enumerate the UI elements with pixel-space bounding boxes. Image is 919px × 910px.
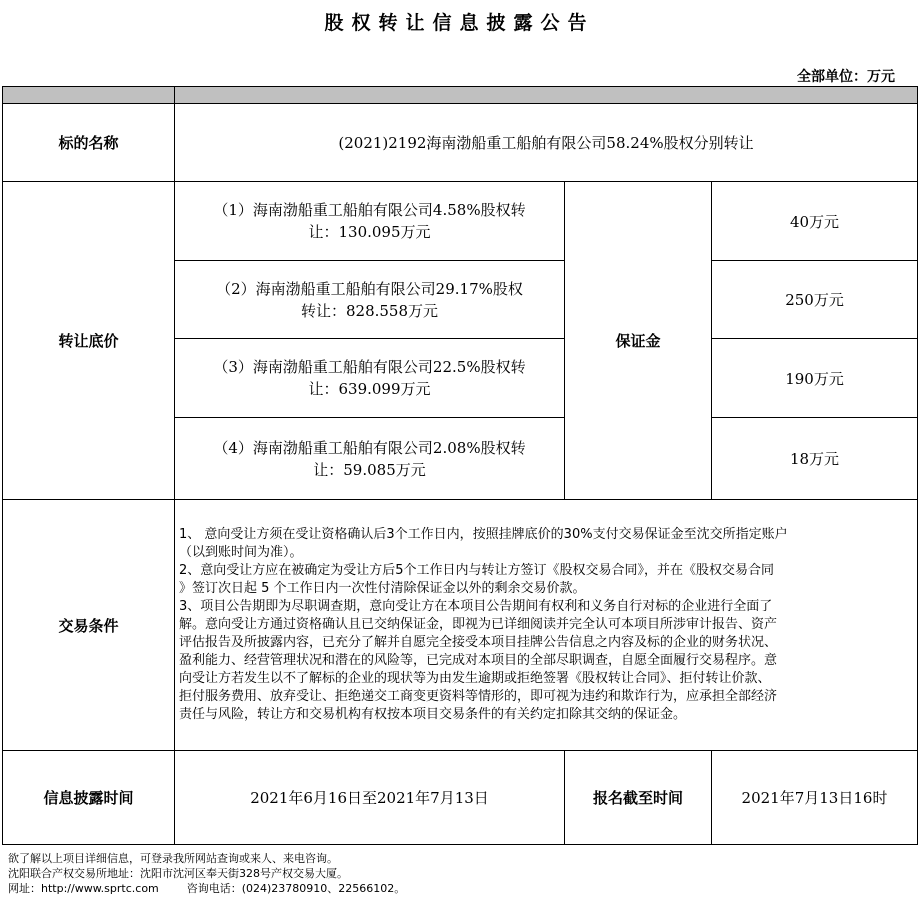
price-item-text: 让：59.085万元 [313, 460, 426, 479]
table-header-row [3, 87, 918, 104]
footer-line: 欲了解以上项目详细信息，可登录我所网站查询或来人、来电咨询。 [8, 852, 338, 865]
footer [8, 851, 405, 896]
footer-line: 沈阳联合产权交易所地址：沈阳市沈河区奉天街328号产权交易大厦。 [8, 867, 348, 880]
price-item-3 [175, 339, 565, 418]
conditions-text [175, 500, 918, 751]
price-item-text: 让：639.099万元 [308, 380, 431, 398]
subject-row [3, 104, 918, 182]
price-item-text: 让：130.095万元 [308, 223, 431, 241]
condition-line: 》签订次日起 5 个工作日内一次性付清除保证金以外的剩余交易价款。 [179, 581, 586, 596]
condition-line: 向受让方若发生以不了解标的企业的现状等为由发生逾期或拒绝签署《股权转让合同》、拒付转让价款、 [179, 671, 771, 686]
condition-line: 解。意向受让方通过资格确认且已交纳保证金，即视为已详细阅读并完全认可本项目所涉审计报告、资产 [179, 617, 778, 632]
condition-line: 3、项目公告期即为尽职调查期，意向受让方在本项目公告期间有权利和义务自行对标的企业进行全面了 [179, 599, 773, 614]
conditions-row [3, 500, 918, 751]
price-item-text: （1）海南渤船重工船舶有限公司4.58%股权转 [213, 201, 526, 219]
price-item-2 [175, 261, 565, 339]
condition-line: 2、意向受让方应在被确定为受让方后5个工作日内与转让方签订《股权交易合同》，并在《股权交易合同 [179, 563, 775, 578]
deadline-label: 报名截至时间 [565, 751, 712, 845]
page-title: 股权转让信息披露公告 [324, 12, 595, 34]
price-item-4 [175, 418, 565, 500]
condition-line: 评估报告及所披露内容，已充分了解并自愿完全接受本项目挂牌公告信息之内容及标的企业的财务状况、 [179, 635, 778, 650]
deadline-value: 2021年7月13日16时 [712, 751, 918, 845]
condition-line: 盈利能力、经营管理状况和潜在的风险等，已完成对本项目的全部尽职调查，自愿全面履行交易程序。意 [179, 653, 778, 668]
deposit-value-1: 40万元 [712, 182, 918, 261]
subject-value: (2021)2192海南渤船重工船舶有限公司58.24%股权分别转让 [175, 104, 918, 182]
deposit-value-3: 190万元 [712, 339, 918, 418]
disclosure-time-value: 2021年6月16日至2021年7月13日 [175, 751, 565, 845]
condition-line: 责任与风险，转让方和交易机构有权按本项目交易条件的有关约定扣除其交纳的保证金。 [179, 707, 687, 722]
deposit-value-4: 18万元 [712, 418, 918, 500]
header-cell [175, 87, 918, 104]
disclosure-table [2, 86, 918, 845]
condition-line: 1、 意向受让方须在受让资格确认后3个工作日内，按照挂牌底价的30%支付交易保证金至沈交所指定账户 [179, 527, 788, 542]
disclosure-row [3, 751, 918, 845]
condition-line: （以到账时间为准）。 [179, 545, 303, 560]
price-item-text: （4）海南渤船重工船舶有限公司2.08%股权转 [213, 438, 526, 457]
subject-label: 标的名称 [3, 104, 175, 182]
price-item-text: （3）海南渤船重工船舶有限公司22.5%股权转 [213, 358, 526, 376]
price-item-text: 转让：828.558万元 [300, 301, 439, 320]
price-item-text: （2）海南渤船重工船舶有限公司29.17%股权 [216, 279, 523, 298]
deposit-label: 保证金 [565, 182, 712, 500]
price-row [3, 182, 918, 261]
condition-line: 拒付服务费用、放弃受让、拒绝递交工商变更资料等情形的，即可视为违约和欺诈行为，应承担全部经济 [179, 689, 778, 704]
conditions-label: 交易条件 [3, 500, 175, 751]
unit-label: 全部单位：万元 [797, 69, 895, 85]
footer-line: 网址：http://www.sprtc.com 咨询电话：(024)23780910、22566102。 [8, 882, 406, 895]
price-item-1 [175, 182, 565, 261]
base-price-label: 转让底价 [3, 182, 175, 500]
disclosure-time-label: 信息披露时间 [3, 751, 175, 845]
deposit-value-2: 250万元 [712, 261, 918, 339]
header-cell [3, 87, 175, 104]
